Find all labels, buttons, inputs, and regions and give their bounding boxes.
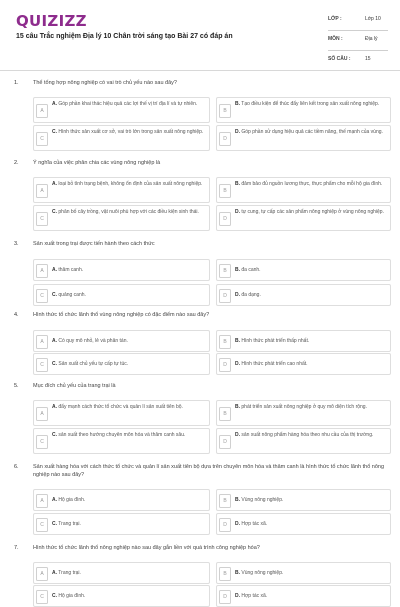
option-text: C. Sản xuất chủ yếu tự cấp tự túc.	[52, 360, 129, 367]
option-text: D. Hình thức phát triển cao nhất.	[235, 360, 308, 367]
option-letter-badge: C	[36, 518, 48, 532]
meta-row-count	[328, 51, 388, 71]
option-letter-badge: A	[36, 264, 48, 278]
option-key: C.	[52, 432, 57, 438]
option-letter-badge: A	[36, 494, 48, 508]
meta-value: Lớp 10	[365, 16, 381, 22]
answer-option-a[interactable]	[33, 330, 210, 352]
option-key: D.	[235, 209, 240, 215]
option-key: D.	[235, 291, 240, 298]
option-text: A. loại bỏ tình trạng bệnh, không ổn định của sản xuất nông nghiệp.	[52, 181, 203, 187]
answer-option-b[interactable]	[216, 97, 391, 123]
option-key: C.	[52, 360, 57, 367]
meta-panel	[328, 11, 388, 71]
option-letter-badge: D	[219, 212, 231, 226]
option-letter-badge: B	[219, 567, 231, 581]
question-text: Thể tổng hợp nông nghiệp có vai trò chủ yếu nào sau đây?	[33, 80, 177, 86]
option-key: D.	[235, 520, 240, 527]
option-letter-badge: D	[219, 518, 231, 532]
option-key: A.	[52, 101, 57, 107]
option-key: A.	[52, 404, 57, 410]
answer-option-b[interactable]	[216, 259, 391, 281]
option-text: B. đa canh.	[235, 266, 261, 273]
option-letter-badge: D	[219, 132, 231, 146]
option-letter-badge: D	[219, 358, 231, 372]
option-key: A.	[52, 496, 57, 503]
option-text: B. phát triển sản xuất nông nghiệp ở quy mô diện tích rộng.	[235, 404, 367, 410]
answer-option-d[interactable]	[216, 428, 391, 454]
option-letter-badge: B	[219, 184, 231, 198]
option-letter-badge: C	[36, 132, 48, 146]
option-text: D. tự cung, tự cấp các sản phẩm nông nghiệp ở vùng nông nghiệp.	[235, 209, 384, 215]
option-key: A.	[52, 569, 57, 576]
option-key: C.	[52, 592, 57, 599]
option-letter-badge: B	[219, 494, 231, 508]
option-key: D.	[235, 360, 240, 367]
answer-option-d[interactable]	[216, 284, 391, 306]
option-text: D. Góp phần sử dụng hiệu quả các tiềm năng, thế mạnh của vùng.	[235, 129, 383, 135]
question-number: 7.	[14, 545, 19, 551]
option-key: B.	[235, 101, 240, 107]
option-text: A. thâm canh.	[52, 266, 84, 273]
option-text: C. quảng canh.	[52, 291, 86, 298]
option-text: C. Hộ gia đình.	[52, 592, 86, 599]
option-key: D.	[235, 432, 240, 438]
option-key: C.	[52, 291, 57, 298]
answer-option-b[interactable]	[216, 489, 391, 511]
option-text: B. Vùng nông nghiệp.	[235, 569, 284, 576]
option-letter-badge: D	[219, 435, 231, 449]
answer-option-b[interactable]	[216, 400, 391, 426]
option-key: D.	[235, 592, 240, 599]
answer-option-b[interactable]	[216, 177, 391, 203]
question-text: Sản xuất trong trại được tiến hành theo cách thức	[33, 241, 155, 247]
option-key: B.	[235, 496, 240, 503]
option-letter-badge: D	[219, 590, 231, 604]
option-text: C. Trang trại.	[52, 520, 81, 527]
answer-option-a[interactable]	[33, 259, 210, 281]
option-letter-badge: C	[36, 358, 48, 372]
question-text: Hình thức tổ chức lãnh thổ vùng nông nghiệp có đặc điểm nào sau đây?	[33, 312, 210, 318]
answer-option-b[interactable]	[216, 562, 391, 584]
option-letter-badge: B	[219, 335, 231, 349]
option-letter-badge: A	[36, 335, 48, 349]
option-key: B.	[235, 266, 240, 273]
option-letter-badge: C	[36, 435, 48, 449]
answer-option-c[interactable]	[33, 353, 210, 375]
option-text: A. Góp phần khai thác hiệu quả các lợi thế vị trí địa lí và tự nhiên.	[52, 101, 198, 107]
page-title: 15 câu Trắc nghiệm Địa lý 10 Chân trời sáng tạo Bài 27 có đáp án	[16, 33, 233, 40]
meta-label: SỐ CÂU :	[328, 56, 351, 62]
answer-option-c[interactable]	[33, 205, 210, 231]
answer-option-c[interactable]	[33, 125, 210, 151]
option-key: B.	[235, 337, 240, 344]
question-text: Ý nghĩa của việc phân chia các vùng nông nghiệp là	[33, 160, 161, 166]
answer-option-a[interactable]	[33, 400, 210, 426]
answer-option-d[interactable]	[216, 513, 391, 535]
quizizz-logo: QUIZIZZ	[16, 12, 87, 30]
option-letter-badge: C	[36, 590, 48, 604]
option-text: A. Hộ gia đình.	[52, 496, 86, 503]
answer-option-d[interactable]	[216, 585, 391, 607]
question-text: Mục đích chủ yếu của trang trại là	[33, 383, 116, 389]
answer-option-c[interactable]	[33, 428, 210, 454]
question-number: 3.	[14, 241, 19, 247]
answer-option-a[interactable]	[33, 97, 210, 123]
question-number: 5.	[14, 383, 19, 389]
answer-option-c[interactable]	[33, 513, 210, 535]
option-letter-badge: C	[36, 289, 48, 303]
option-key: A.	[52, 266, 57, 273]
option-letter-badge: B	[219, 264, 231, 278]
answer-option-a[interactable]	[33, 562, 210, 584]
answer-option-c[interactable]	[33, 284, 210, 306]
option-text: A. Trang trại.	[52, 569, 81, 576]
option-key: B.	[235, 181, 240, 187]
option-text: B. Hình thức phát triển thấp nhất.	[235, 337, 310, 344]
option-letter-badge: A	[36, 184, 48, 198]
option-text: B. Vùng nông nghiệp.	[235, 496, 284, 503]
option-key: D.	[235, 129, 240, 135]
option-text: C. Hình thức sản xuất cơ sở, vai trò lớn trong sản xuất nông nghiệp.	[52, 129, 204, 135]
option-text: B. Tạo điều kiện để thúc đẩy liên kết trong sản xuất nông nghiệp.	[235, 101, 380, 107]
option-text: D. sản xuất nông phẩm hàng hóa theo nhu cầu của thị trường.	[235, 432, 374, 438]
answer-option-b[interactable]	[216, 330, 391, 352]
question-text: Hình thức tổ chức lãnh thổ nông nghiệp nào sau đây gắn liền với quá trình công nghiệp hóa?	[33, 545, 260, 551]
option-letter-badge: A	[36, 104, 48, 118]
option-letter-badge: A	[36, 407, 48, 421]
question-number: 6.	[14, 464, 19, 470]
option-key: A.	[52, 337, 57, 344]
question-number: 1.	[14, 80, 19, 86]
meta-value: Địa lý	[365, 36, 378, 42]
option-key: A.	[52, 181, 57, 187]
option-letter-badge: A	[36, 567, 48, 581]
option-text: A. Có quy mô nhỏ, lẻ và phân tán.	[52, 337, 128, 344]
option-letter-badge: B	[219, 104, 231, 118]
option-text: D. Hợp tác xã.	[235, 592, 268, 599]
meta-row-class	[328, 11, 388, 31]
option-letter-badge: C	[36, 212, 48, 226]
question-text: Sản xuất hàng hóa với cách thức tổ chức và quản lí sản xuất tiên bộ dựa trên chuyên môn hóa và thâm canh là hình thức tổ chức lãnh thổ nông nghiệp nào sau đây?	[33, 464, 385, 478]
option-text: C. sản xuất theo hướng chuyên môn hóa và thâm canh sâu.	[52, 432, 186, 438]
option-text: D. Hợp tác xã.	[235, 520, 268, 527]
option-key: C.	[52, 520, 57, 527]
question-number: 4.	[14, 312, 19, 318]
option-key: C.	[52, 209, 57, 215]
answer-option-c[interactable]	[33, 585, 210, 607]
meta-row-subject	[328, 31, 388, 51]
option-key: C.	[52, 129, 57, 135]
answer-option-a[interactable]	[33, 489, 210, 511]
meta-label: MÔN :	[328, 36, 343, 42]
option-text: D. đa dạng.	[235, 291, 261, 298]
answer-option-a[interactable]	[33, 177, 210, 203]
option-text: B. đảm bảo đủ nguồn lương thực, thực phẩm cho mỗi hộ gia đình.	[235, 181, 383, 187]
answer-option-d[interactable]	[216, 353, 391, 375]
option-text: A. đẩy mạnh cách thức tổ chức và quản lí sản xuất tiên bộ.	[52, 404, 183, 410]
header-divider	[0, 70, 400, 71]
option-key: B.	[235, 569, 240, 576]
question-number: 2.	[14, 160, 19, 166]
meta-label: LỚP :	[328, 16, 342, 22]
answer-option-d[interactable]	[216, 125, 391, 151]
option-key: B.	[235, 404, 240, 410]
option-letter-badge: D	[219, 289, 231, 303]
option-text: C. phân bố cây trồng, vật nuôi phù hợp với các điều kiện sinh thái.	[52, 209, 199, 215]
answer-option-d[interactable]	[216, 205, 391, 231]
meta-value: 15	[365, 56, 371, 62]
option-letter-badge: B	[219, 407, 231, 421]
